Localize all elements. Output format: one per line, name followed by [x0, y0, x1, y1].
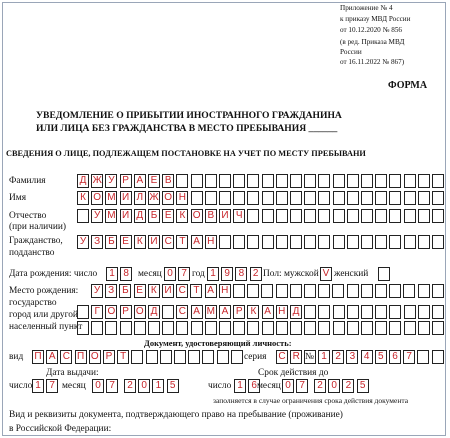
patronymic-cell[interactable]: [432, 209, 444, 223]
name-cell[interactable]: [233, 191, 245, 205]
birthplace-extra2-cell[interactable]: [77, 321, 89, 335]
citizenship-cell[interactable]: З: [91, 235, 103, 249]
name-cell[interactable]: Ж: [149, 192, 159, 203]
patronymic-cell[interactable]: И: [120, 209, 132, 223]
citizenship-cell[interactable]: [276, 235, 288, 249]
surname-cell[interactable]: [361, 174, 373, 188]
sex-female-label: женский: [334, 269, 369, 279]
patronymic-cell[interactable]: К: [176, 209, 188, 223]
doc-number-cell[interactable]: 2: [332, 350, 344, 364]
birthplace-city-cell[interactable]: О: [134, 305, 146, 319]
birthplace-country-cell[interactable]: Б: [119, 284, 131, 298]
citizenship-cell[interactable]: С: [162, 235, 174, 249]
patronymic-cell[interactable]: [262, 209, 274, 223]
form-label: ФОРМА: [388, 80, 428, 91]
birthplace-extra2-cell[interactable]: [318, 321, 330, 335]
birthplace-country-cell[interactable]: [347, 284, 359, 298]
birthplace-extra2-cell[interactable]: [347, 321, 359, 335]
birth-month-label: месяц: [138, 269, 162, 279]
sex-female-cell[interactable]: [378, 267, 390, 281]
validity-label: Срок действия до: [258, 368, 329, 378]
patronymic-cell[interactable]: [276, 209, 288, 223]
appendix-line-1: Приложение № 4: [340, 4, 393, 12]
surname-cell[interactable]: Д: [77, 174, 89, 188]
birthplace-city-cell[interactable]: [333, 305, 345, 319]
section-title: СВЕДЕНИЯ О ЛИЦЕ, ПОДЛЕЖАЩЕМ ПОСТАНОВКЕ НА УЧЕТ ПО МЕСТУ ПРЕБЫВАНИ: [6, 149, 366, 158]
birthplace-country-cell[interactable]: Н: [219, 284, 231, 298]
citizenship-cell[interactable]: А: [191, 235, 203, 249]
birthplace-country-cell[interactable]: [432, 284, 444, 298]
birthplace-extra2-cell[interactable]: [233, 321, 245, 335]
citizenship-cell[interactable]: Б: [105, 235, 117, 249]
patronymic-cell[interactable]: У: [91, 209, 103, 223]
birthplace-extra2-cell[interactable]: [120, 321, 132, 335]
birthplace-city-cell[interactable]: [318, 305, 330, 319]
surname-cell[interactable]: [375, 174, 387, 188]
birthplace-city-cell[interactable]: [304, 305, 316, 319]
name-cell[interactable]: Н: [176, 191, 188, 205]
name-label: Имя: [9, 193, 27, 203]
birthplace-country-cell[interactable]: [261, 284, 273, 298]
birthplace-label-4: населенный пункт: [9, 322, 83, 332]
birthplace-city-cell[interactable]: О: [105, 305, 117, 319]
surname-cell[interactable]: [347, 174, 359, 188]
name-cell[interactable]: К: [77, 191, 89, 205]
birthplace-city-cell[interactable]: Р: [120, 305, 132, 319]
name-cell[interactable]: [205, 191, 217, 205]
appendix-line-6: от 16.11.2022 № 867): [340, 58, 405, 66]
surname-cell[interactable]: [247, 174, 259, 188]
birthplace-extra2-cell[interactable]: [191, 321, 203, 335]
birthplace-country-cell[interactable]: [276, 284, 288, 298]
birthplace-country-cell[interactable]: [332, 284, 344, 298]
birthplace-city-cell[interactable]: [389, 305, 401, 319]
doc-type-cell[interactable]: [217, 350, 229, 364]
doc-type-cell[interactable]: П: [75, 350, 87, 364]
doc-type-cell[interactable]: [231, 350, 243, 364]
birth-day-cell[interactable]: 1: [106, 267, 118, 281]
doc-series-cell[interactable]: [304, 350, 316, 364]
patronymic-cell[interactable]: Б: [148, 209, 160, 223]
valid-year-cell[interactable]: 2: [314, 379, 326, 393]
valid-day-label: число: [208, 381, 232, 391]
birthplace-country-cell[interactable]: С: [176, 284, 188, 298]
birth-year-cell[interactable]: 2: [250, 267, 262, 281]
citizenship-cell[interactable]: [404, 235, 416, 249]
valid-day-cell[interactable]: 6: [248, 379, 260, 393]
birthplace-extra2-cell[interactable]: [162, 321, 174, 335]
birthplace-city-cell[interactable]: [77, 305, 89, 319]
birthplace-country-cell[interactable]: [403, 284, 415, 298]
title-line-1: УВЕДОМЛЕНИЕ О ПРИБЫТИИ ИНОСТРАННОГО ГРАЖДАНИНА: [36, 110, 342, 121]
doc-series-cell[interactable]: C: [276, 350, 288, 364]
patronymic-cell[interactable]: [404, 209, 416, 223]
birthplace-label-1: Место рождения:: [9, 286, 79, 296]
name-cell[interactable]: М: [107, 192, 116, 203]
birthplace-city-cell[interactable]: А: [191, 305, 203, 319]
birthplace-city-cell[interactable]: Г: [91, 305, 103, 319]
doc-type-cell[interactable]: С: [60, 350, 72, 364]
surname-cell[interactable]: Е: [148, 174, 160, 188]
doc-type-cell[interactable]: А: [46, 350, 58, 364]
residence-doc-line-1: Вид и реквизиты документа, подтверждающего право на пребывание (проживание): [9, 410, 343, 420]
birthplace-city-cell[interactable]: М: [206, 306, 215, 317]
patronymic-cell[interactable]: [318, 209, 330, 223]
doc-type-cell[interactable]: [146, 350, 158, 364]
doc-type-cell[interactable]: П: [32, 350, 44, 364]
patronymic-cell[interactable]: [375, 209, 387, 223]
birthplace-extra2-cell[interactable]: [304, 321, 316, 335]
birth-year-cell[interactable]: 8: [235, 267, 247, 281]
birthplace-extra2-cell[interactable]: [105, 321, 117, 335]
birthplace-extra2-cell[interactable]: [262, 321, 274, 335]
valid-day-cell[interactable]: 1: [234, 379, 246, 393]
surname-cell[interactable]: В: [162, 174, 174, 188]
surname-cell[interactable]: [418, 174, 430, 188]
surname-cell[interactable]: У: [105, 174, 117, 188]
patronymic-cell[interactable]: [304, 209, 316, 223]
citizenship-cell[interactable]: [304, 235, 316, 249]
birthplace-city-cell[interactable]: К: [247, 305, 259, 319]
birthplace-city-cell[interactable]: А: [262, 305, 274, 319]
surname-cell[interactable]: [176, 174, 188, 188]
birthplace-country-cell[interactable]: [318, 284, 330, 298]
birthplace-extra2-cell[interactable]: [333, 321, 345, 335]
patronymic-cell[interactable]: О: [191, 209, 203, 223]
surname-cell[interactable]: Ж: [92, 175, 102, 186]
birthplace-extra2-cell[interactable]: [375, 321, 387, 335]
citizenship-cell[interactable]: Т: [176, 235, 188, 249]
patronymic-sublabel: (при наличии): [9, 222, 67, 232]
birthplace-country-cell[interactable]: [304, 284, 316, 298]
birthplace-country-cell[interactable]: Т: [190, 284, 202, 298]
name-cell[interactable]: [219, 191, 231, 205]
surname-cell[interactable]: Р: [120, 174, 132, 188]
citizenship-cell[interactable]: [389, 235, 401, 249]
surname-cell[interactable]: [191, 174, 203, 188]
birthplace-city-cell[interactable]: Д: [290, 305, 302, 319]
patronymic-cell[interactable]: [361, 209, 373, 223]
doc-number-cell[interactable]: 1: [318, 350, 330, 364]
name-cell[interactable]: [347, 191, 359, 205]
birthplace-extra2-cell[interactable]: [205, 321, 217, 335]
doc-number-cell[interactable]: [417, 350, 429, 364]
appendix-line-4: (в ред. Приказа МВД: [340, 38, 405, 46]
name-cell[interactable]: [432, 191, 444, 205]
citizenship-cell[interactable]: [262, 235, 274, 249]
surname-cell[interactable]: А: [134, 174, 146, 188]
doc-type-cell[interactable]: Р: [103, 350, 115, 364]
citizenship-label: Гражданство,: [9, 236, 63, 246]
birthplace-extra2-cell[interactable]: [276, 321, 288, 335]
patronymic-cell[interactable]: [333, 209, 345, 223]
birthplace-city-cell[interactable]: Р: [233, 305, 245, 319]
doc-number-cell[interactable]: 7: [403, 350, 415, 364]
surname-label: Фамилия: [9, 176, 46, 186]
surname-cell[interactable]: [219, 174, 231, 188]
appendix-line-3: от 10.12.2020 № 856: [340, 26, 403, 34]
citizenship-cell[interactable]: [361, 235, 373, 249]
sex-male-cell[interactable]: V: [320, 267, 332, 281]
birthplace-city-cell[interactable]: [375, 305, 387, 319]
doc-series-cell[interactable]: R: [290, 350, 302, 364]
citizenship-cell[interactable]: [290, 235, 302, 249]
patronymic-cell[interactable]: [347, 209, 359, 223]
birthplace-city-cell[interactable]: А: [219, 305, 231, 319]
surname-cell[interactable]: [318, 174, 330, 188]
birthplace-extra2-cell[interactable]: [404, 321, 416, 335]
doc-type-cell[interactable]: Т: [117, 350, 129, 364]
doc-type-cell[interactable]: [160, 350, 172, 364]
citizenship-cell[interactable]: [318, 235, 330, 249]
birth-day-cell[interactable]: 8: [120, 267, 132, 281]
birthplace-extra2-cell[interactable]: [432, 321, 444, 335]
patronymic-cell[interactable]: [77, 209, 89, 223]
birthplace-extra2-cell[interactable]: [148, 321, 160, 335]
surname-cell[interactable]: [304, 174, 316, 188]
citizenship-cell[interactable]: [418, 235, 430, 249]
surname-cell[interactable]: [276, 174, 288, 188]
surname-cell[interactable]: [262, 174, 274, 188]
citizenship-cell[interactable]: [219, 235, 231, 249]
birth-year-label: год: [192, 269, 205, 279]
patronymic-cell[interactable]: И: [219, 209, 231, 223]
name-cell[interactable]: О: [91, 191, 103, 205]
patronymic-cell[interactable]: В: [205, 209, 217, 223]
issue-month-cell[interactable]: 0: [92, 379, 104, 393]
issue-month-label: месяц: [62, 381, 86, 391]
doc-type-cell[interactable]: О: [89, 350, 101, 364]
name-cell[interactable]: [318, 191, 330, 205]
doc-type-cell[interactable]: [131, 350, 143, 364]
birth-year-cell[interactable]: 9: [221, 267, 233, 281]
citizenship-cell[interactable]: [333, 235, 345, 249]
birthplace-city-cell[interactable]: [347, 305, 359, 319]
birthplace-city-cell[interactable]: [432, 305, 444, 319]
citizenship-cell[interactable]: [233, 235, 245, 249]
doc-type-cell[interactable]: [174, 350, 186, 364]
name-cell[interactable]: [290, 191, 302, 205]
appendix-line-5: России: [340, 48, 362, 56]
birthplace-country-cell[interactable]: А: [205, 284, 217, 298]
valid-year-cell[interactable]: 0: [328, 379, 340, 393]
birthplace-extra2-cell[interactable]: [418, 321, 430, 335]
doc-number-cell[interactable]: 5: [375, 350, 387, 364]
residence-doc-line-2: в Российской Федерации:: [9, 424, 112, 434]
birthplace-extra2-cell[interactable]: [389, 321, 401, 335]
patronymic-cell[interactable]: [290, 209, 302, 223]
issue-year-cell[interactable]: 2: [124, 379, 136, 393]
birthplace-country-cell[interactable]: [247, 284, 259, 298]
issue-day-label: число: [9, 381, 33, 391]
birthplace-city-cell[interactable]: Н: [276, 305, 288, 319]
issue-year-cell[interactable]: 5: [167, 379, 179, 393]
doc-number-cell[interactable]: 6: [389, 350, 401, 364]
name-cell[interactable]: [304, 191, 316, 205]
valid-month-cell[interactable]: 7: [296, 379, 308, 393]
birthplace-extra2-cell[interactable]: [219, 321, 231, 335]
valid-year-cell[interactable]: 5: [357, 379, 369, 393]
name-cell[interactable]: И: [120, 191, 132, 205]
surname-cell[interactable]: [290, 174, 302, 188]
sex-label: Пол: мужской: [263, 269, 319, 279]
name-cell[interactable]: [418, 191, 430, 205]
birthplace-extra2-cell[interactable]: [134, 321, 146, 335]
name-cell[interactable]: [191, 191, 203, 205]
birth-month-cell[interactable]: 7: [178, 267, 190, 281]
birthplace-country-cell[interactable]: [375, 284, 387, 298]
doc-number-label: №: [305, 352, 314, 362]
valid-month-label: месяц: [257, 381, 281, 391]
name-cell[interactable]: [276, 191, 288, 205]
name-cell[interactable]: О: [162, 191, 174, 205]
birthplace-city-cell[interactable]: [418, 305, 430, 319]
citizenship-cell[interactable]: У: [77, 235, 89, 249]
citizenship-cell[interactable]: Е: [120, 235, 132, 249]
birthplace-country-cell[interactable]: К: [148, 284, 160, 298]
name-cell[interactable]: [361, 191, 373, 205]
citizenship-cell[interactable]: И: [148, 235, 160, 249]
citizenship-cell[interactable]: [432, 235, 444, 249]
patronymic-cell[interactable]: М: [107, 210, 116, 221]
birth-month-cell[interactable]: 0: [164, 267, 176, 281]
issue-day-cell[interactable]: 7: [46, 379, 58, 393]
birthplace-extra2-cell[interactable]: [290, 321, 302, 335]
birthplace-label-2: государство: [9, 298, 57, 308]
citizenship-cell[interactable]: [375, 235, 387, 249]
birthplace-city-cell[interactable]: [361, 305, 373, 319]
valid-month-cell[interactable]: 0: [282, 379, 294, 393]
surname-cell[interactable]: [205, 174, 217, 188]
birthplace-city-cell[interactable]: Д: [148, 305, 160, 319]
patronymic-cell[interactable]: Д: [134, 209, 146, 223]
issue-month-cell[interactable]: 7: [106, 379, 118, 393]
valid-year-cell[interactable]: 2: [342, 379, 354, 393]
birthplace-country-cell[interactable]: [233, 284, 245, 298]
doc-series-label: серия: [244, 352, 267, 362]
issue-day-cell[interactable]: 1: [32, 379, 44, 393]
surname-cell[interactable]: [404, 174, 416, 188]
birthplace-country-cell[interactable]: [290, 284, 302, 298]
birthplace-extra2-cell[interactable]: [176, 321, 188, 335]
surname-cell[interactable]: [389, 174, 401, 188]
citizenship-cell[interactable]: [247, 235, 259, 249]
doc-type-cell[interactable]: [202, 350, 214, 364]
patronymic-label: Отчество: [9, 211, 47, 221]
patronymic-cell[interactable]: Ч: [233, 209, 245, 223]
birthplace-country-cell[interactable]: [361, 284, 373, 298]
birthplace-country-cell[interactable]: [418, 284, 430, 298]
issue-year-cell[interactable]: 0: [138, 379, 150, 393]
validity-note: заполняется в случае ограничения срока действия документа: [213, 396, 409, 405]
birthplace-country-cell[interactable]: И: [162, 284, 174, 298]
birthplace-extra2-cell[interactable]: [247, 321, 259, 335]
birthplace-country-cell[interactable]: З: [105, 284, 117, 298]
doc-number-cell[interactable]: [432, 350, 444, 364]
surname-cell[interactable]: [333, 174, 345, 188]
name-cell[interactable]: Л: [134, 191, 146, 205]
birthplace-city-cell[interactable]: С: [176, 305, 188, 319]
name-cell[interactable]: [389, 191, 401, 205]
surname-cell[interactable]: [233, 174, 245, 188]
birthplace-country-cell[interactable]: Е: [134, 284, 146, 298]
citizenship-cell[interactable]: К: [134, 235, 146, 249]
name-cell[interactable]: [262, 191, 274, 205]
issue-date-label: Дата выдачи:: [46, 368, 99, 378]
patronymic-cell[interactable]: Е: [162, 209, 174, 223]
patronymic-cell[interactable]: [389, 209, 401, 223]
birthplace-country-cell[interactable]: У: [91, 284, 103, 298]
birthplace-city-cell[interactable]: [404, 305, 416, 319]
name-cell[interactable]: [247, 191, 259, 205]
birth-date-label: Дата рождения: число: [9, 269, 98, 279]
title-line-2: ИЛИ ЛИЦА БЕЗ ГРАЖДАНСТВА В МЕСТО ПРЕБЫВАНИЯ ______: [36, 123, 338, 134]
surname-cell[interactable]: [432, 174, 444, 188]
birthplace-label-3: город или другой: [9, 310, 78, 320]
birthplace-country-cell[interactable]: [389, 284, 401, 298]
name-cell[interactable]: [375, 191, 387, 205]
doc-number-cell[interactable]: 3: [346, 350, 358, 364]
identity-doc-heading: Документ, удостоверяющий личность:: [144, 338, 292, 348]
birthplace-extra2-cell[interactable]: [91, 321, 103, 335]
birthplace-extra2-cell[interactable]: [361, 321, 373, 335]
citizenship-sublabel: подданство: [9, 248, 55, 258]
citizenship-cell[interactable]: [347, 235, 359, 249]
citizenship-cell[interactable]: Н: [205, 235, 217, 249]
doc-type-cell[interactable]: [188, 350, 200, 364]
issue-year-cell[interactable]: 1: [152, 379, 164, 393]
appendix-line-2: к приказу МВД России: [340, 15, 411, 23]
patronymic-cell[interactable]: [418, 209, 430, 223]
patronymic-cell[interactable]: [247, 209, 259, 223]
birth-year-cell[interactable]: 1: [207, 267, 219, 281]
doc-number-cell[interactable]: 4: [361, 350, 373, 364]
name-cell[interactable]: [333, 191, 345, 205]
birthplace-city-cell[interactable]: [162, 305, 174, 319]
name-cell[interactable]: [404, 191, 416, 205]
doc-type-label: вид: [9, 352, 24, 362]
